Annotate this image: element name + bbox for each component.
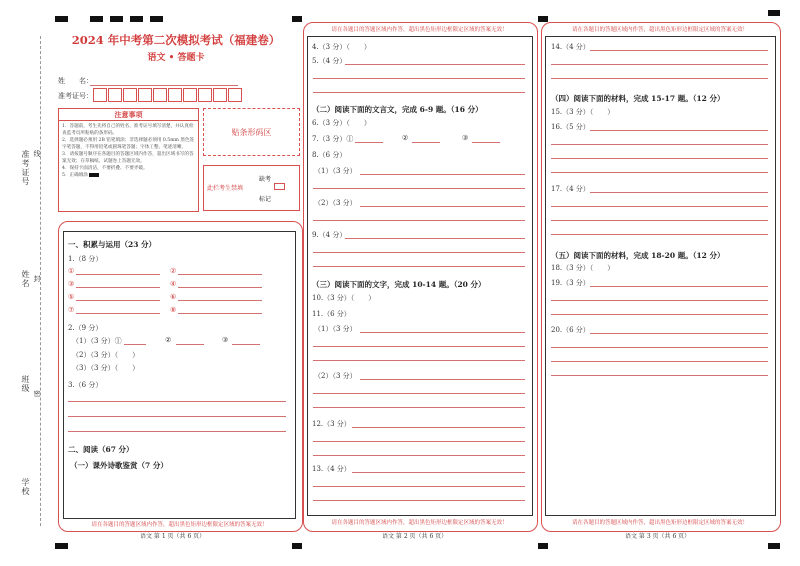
answer-line[interactable] [345, 238, 525, 239]
answer-line[interactable] [313, 441, 525, 442]
question-3: 3.（6 分） [68, 381, 103, 389]
answer-line[interactable] [551, 158, 768, 159]
page-footer: 语文 第 2 页（共 6 页） [382, 533, 448, 540]
alignment-mark [55, 16, 68, 22]
question-2-3: （3）（3 分）（ ） [72, 364, 140, 372]
answer-line[interactable] [313, 393, 525, 394]
answer-line[interactable] [178, 287, 262, 288]
absent-label: 缺考 [259, 176, 272, 183]
answer-line[interactable] [412, 142, 440, 143]
blank-marker: ⑦ [68, 306, 75, 314]
answer-line[interactable] [551, 64, 768, 65]
answer-line[interactable] [313, 252, 525, 253]
blank-marker: ② [170, 267, 177, 275]
answer-line[interactable] [178, 274, 262, 275]
answer-line[interactable] [590, 286, 768, 287]
blank-marker: ⑧ [170, 306, 177, 314]
side-label-class: 班级 [21, 375, 30, 393]
answer-line[interactable] [360, 206, 525, 207]
alignment-mark [768, 10, 780, 16]
notice-box [58, 108, 199, 212]
question-16: 16.（5 分） [551, 123, 590, 131]
barcode-area: 贴条形码区 [203, 108, 300, 156]
alignment-mark [90, 16, 103, 22]
alignment-mark [538, 543, 548, 549]
answer-line[interactable] [551, 347, 768, 348]
question-8-2: （2）（3 分） [314, 199, 357, 207]
section-heading: 二、阅读（67 分） [68, 445, 134, 454]
answer-line[interactable] [313, 266, 525, 267]
answer-line[interactable] [313, 220, 525, 221]
answer-line[interactable] [68, 431, 286, 432]
answer-line[interactable] [551, 144, 768, 145]
absent-notice: 此栏考生禁填 [207, 185, 244, 192]
answer-line[interactable] [590, 333, 768, 334]
section-heading: （四）阅读下面的材料，完成 15-17 题。（12 分） [551, 94, 725, 103]
answer-line[interactable] [472, 142, 500, 143]
question-4: 4.（3 分）（ ） [312, 43, 371, 51]
absent-box [203, 165, 300, 211]
question-19: 19.（3 分） [551, 279, 590, 287]
blank-marker: ② [165, 336, 172, 344]
answer-line[interactable] [590, 192, 768, 193]
answer-line[interactable] [76, 313, 160, 314]
name-field[interactable] [90, 85, 238, 86]
question-11-1: （1）（3 分） [314, 325, 357, 333]
exam-title: 2024 年中考第二次模拟考试（福建卷） [71, 33, 281, 47]
answer-line[interactable] [551, 314, 768, 315]
alignment-mark [292, 16, 302, 22]
notice-item: 2．选择题必须用 2B 铅笔填涂；非选择题必须用 0.5mm 黑色签字笔答题，不得用铅笔或圆珠笔答题；字体工整、笔迹清晰。 [62, 138, 195, 150]
alignment-mark [55, 543, 68, 549]
alignment-mark [768, 543, 780, 549]
answer-line[interactable] [551, 220, 768, 221]
answer-line[interactable] [76, 274, 160, 275]
answer-line[interactable] [360, 379, 525, 380]
answer-line[interactable] [313, 407, 525, 408]
question-10: 10.（3 分）（ ） [312, 294, 376, 302]
alignment-mark [538, 16, 548, 22]
side-label-name: 姓名 [21, 270, 30, 288]
answer-line[interactable] [313, 500, 525, 501]
blank-marker: ③ [68, 280, 75, 288]
section-heading: （五）阅读下面的材料，完成 18-20 题。（12 分） [551, 251, 725, 260]
question-11: 11.（6 分） [312, 310, 351, 318]
alignment-mark [130, 16, 143, 22]
answer-line[interactable] [76, 287, 160, 288]
notice-item: 1．答题前，考生先将自己的姓名、准考证号填写清楚，并认真检查监考员所粘贴的条形码。 [62, 124, 194, 136]
exam-subtitle: 语文 • 答题卡 [147, 53, 205, 63]
answer-line[interactable] [360, 174, 525, 175]
notice-item: 3．请按题号顺序在各题目的答题区域内作答，超出区域书写的答案无效；在草稿纸、试题卷上答题无效。 [62, 152, 194, 164]
answer-line[interactable] [355, 142, 383, 143]
answer-line[interactable] [352, 472, 525, 473]
question-13: 13.（4 分） [312, 465, 351, 473]
answer-line[interactable] [590, 50, 768, 51]
page-footer: 语文 第 3 页（共 6 页） [625, 533, 691, 540]
question-6: 6.（3 分）（ ） [312, 119, 371, 127]
answer-line[interactable] [313, 188, 525, 189]
blank-marker: ① [68, 267, 75, 275]
blank-marker: ② [402, 134, 409, 142]
question-8: 8.（6 分） [312, 151, 347, 159]
question-17: 17.（4 分） [551, 185, 590, 193]
warning-text: 请在各题目的答题区域内作答，超出黑色矩形边框限定区域的答案无效！ [571, 27, 748, 33]
answer-line[interactable] [551, 234, 768, 235]
blank-marker: ③ [222, 336, 229, 344]
id-boxes[interactable] [93, 88, 243, 102]
answer-line[interactable] [178, 313, 262, 314]
question-1: 1.（8 分） [68, 255, 103, 263]
blank-marker: ④ [170, 280, 177, 288]
question-18: 18.（3 分）（ ） [551, 264, 615, 272]
name-label: 姓 名： [58, 77, 93, 85]
side-label-line: 线 [33, 150, 41, 158]
answer-line[interactable] [551, 300, 768, 301]
side-label-seal: 封 [33, 275, 41, 283]
side-label-school: 学校 [21, 478, 30, 496]
answer-line[interactable] [590, 130, 768, 131]
answer-line[interactable] [178, 300, 262, 301]
filled-sample-mark [89, 173, 99, 177]
notice-item: 4．保持卡面清洁，不要折叠、不要弄破。 [62, 166, 148, 171]
question-9: 9.（4 分） [312, 231, 347, 239]
question-2-2: （2）（3 分）（ ） [72, 351, 140, 359]
answer-line[interactable] [551, 172, 768, 173]
question-11-2: （2）（3 分） [314, 372, 357, 380]
warning-text: 请在各题目的答题区域内作答，超出黑色矩形边框限定区域的答案无效！ [91, 522, 268, 528]
answer-line[interactable] [313, 92, 525, 93]
blank-marker: ③ [462, 134, 469, 142]
answer-line[interactable] [176, 344, 204, 345]
answer-line[interactable] [124, 344, 146, 345]
side-label-id: 准考证号 [21, 150, 30, 186]
question-5: 5.（4 分） [312, 57, 347, 65]
warning-text: 请在各题目的答题区域内作答，超出黑色矩形边框限定区域的答案无效！ [331, 27, 508, 33]
blank-marker: ⑥ [170, 293, 177, 301]
answer-line[interactable] [551, 375, 768, 376]
blank-marker: ⑤ [68, 293, 75, 301]
question-8-1: （1）（3 分） [314, 167, 357, 175]
notice-item: 5．正确填涂 [62, 173, 88, 178]
answer-line[interactable] [360, 332, 525, 333]
section-heading: 一、积累与运用（23 分） [68, 240, 157, 249]
answer-line[interactable] [232, 344, 260, 345]
answer-line[interactable] [551, 361, 768, 362]
alignment-mark [292, 543, 302, 549]
section-subheading: （一）课外诗歌鉴赏（7 分） [70, 461, 168, 470]
warning-text: 请在各题目的答题区域内作答，超出黑色矩形边框限定区域的答案无效！ [571, 520, 748, 526]
answer-line[interactable] [68, 416, 286, 417]
question-12: 12.（3 分） [312, 420, 351, 428]
section-heading: （三）阅读下面的文字，完成 10-14 题。（20 分） [312, 280, 486, 289]
answer-line[interactable] [313, 346, 525, 347]
absent-checkbox[interactable] [274, 183, 285, 190]
question-7: 7.（3 分）① [312, 135, 354, 143]
section-heading: （二）阅读下面的文言文，完成 6-9 题。（16 分） [312, 105, 483, 114]
answer-line[interactable] [345, 64, 525, 65]
answer-line[interactable] [313, 455, 525, 456]
answer-line[interactable] [68, 401, 286, 402]
answer-line[interactable] [551, 78, 768, 79]
question-20: 20.（6 分） [551, 326, 590, 334]
question-14: 14.（4 分） [551, 43, 590, 51]
page-footer: 语文 第 1 页（共 6 页） [140, 533, 206, 540]
answer-line[interactable] [76, 300, 160, 301]
answer-line[interactable] [313, 360, 525, 361]
answer-line[interactable] [551, 206, 768, 207]
id-label: 准考证号： [58, 92, 93, 100]
question-2-1: （1）（3 分）① [72, 337, 122, 345]
alignment-mark [110, 16, 123, 22]
answer-line[interactable] [313, 486, 525, 487]
question-15: 15.（3 分）（ ） [551, 108, 615, 116]
question-2: 2.（9 分） [68, 324, 103, 332]
warning-text: 请在各题目的答题区域内作答，超出黑色矩形边框限定区域的答案无效！ [331, 520, 508, 526]
answer-line[interactable] [352, 427, 525, 428]
notice-title: 注意事项 [59, 109, 198, 121]
answer-line[interactable] [313, 78, 525, 79]
side-label-secret: 密 [33, 390, 41, 398]
mark-label: 标记 [259, 196, 272, 203]
alignment-mark [150, 16, 163, 22]
